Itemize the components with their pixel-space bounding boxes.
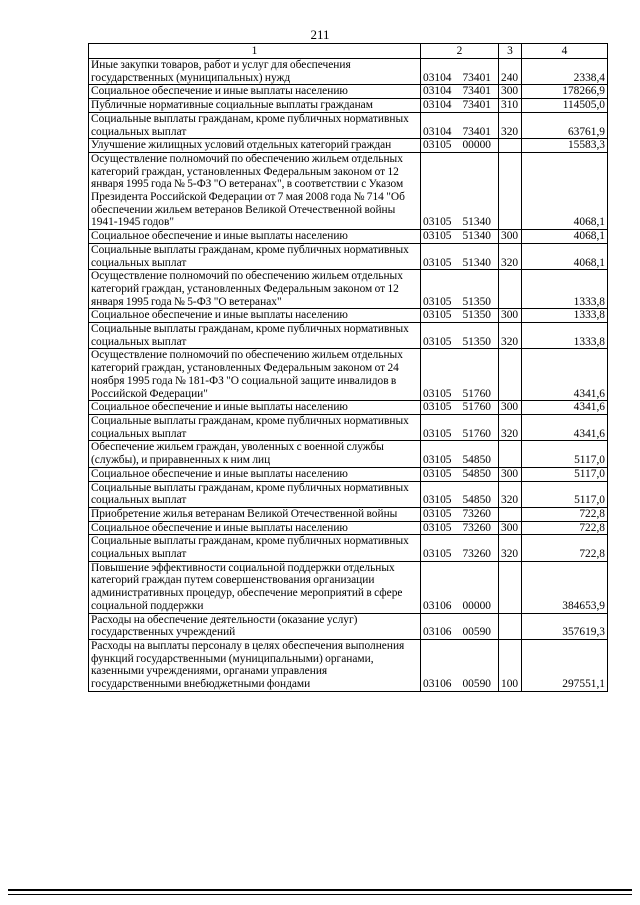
row-amount: 4341,6 <box>522 414 608 440</box>
footer-rule <box>8 889 632 891</box>
code-part-2: 73260 <box>462 507 491 520</box>
table-row <box>89 639 608 691</box>
row-code <box>421 152 499 229</box>
row-code <box>421 309 499 323</box>
table-row <box>89 467 608 481</box>
row-name: Социальные выплаты гражданам, кроме публичных нормативных социальных выплат <box>89 481 421 507</box>
row-code <box>421 481 499 507</box>
row-code <box>421 507 499 521</box>
code-part-2: 54850 <box>462 494 491 507</box>
row-name: Социальное обеспечение и иные выплаты населению <box>89 401 421 415</box>
row-code <box>421 270 499 309</box>
code-part-1: 03105 <box>423 467 452 480</box>
code-part-1: 03105 <box>423 309 452 322</box>
row-amount: 4068,1 <box>522 243 608 269</box>
table-row <box>89 99 608 113</box>
row-amount: 1333,8 <box>522 323 608 349</box>
row-code <box>421 561 499 613</box>
code-part-1: 03105 <box>423 139 452 152</box>
code-part-1: 03105 <box>423 454 452 467</box>
row-expense-type: 300 <box>499 521 522 535</box>
row-expense-type: 300 <box>499 85 522 99</box>
row-code <box>421 535 499 561</box>
row-expense-type <box>499 349 522 401</box>
row-expense-type <box>499 441 522 467</box>
code-part-2: 51340 <box>462 230 491 243</box>
row-amount: 2338,4 <box>522 59 608 85</box>
row-amount: 722,8 <box>522 507 608 521</box>
row-expense-type: 240 <box>499 59 522 85</box>
code-part-1: 03105 <box>423 401 452 414</box>
row-code <box>421 139 499 153</box>
row-name: Социальные выплаты гражданам, кроме публичных нормативных социальных выплат <box>89 414 421 440</box>
row-amount: 297551,1 <box>522 639 608 691</box>
table-row <box>89 152 608 229</box>
code-part-2: 54850 <box>462 467 491 480</box>
code-part-1: 03105 <box>423 427 452 440</box>
row-code <box>421 85 499 99</box>
row-amount: 4341,6 <box>522 401 608 415</box>
column-header-4: 4 <box>522 44 608 59</box>
row-amount: 4068,1 <box>522 230 608 244</box>
page-number: 211 <box>310 27 330 42</box>
row-expense-type: 300 <box>499 467 522 481</box>
code-part-2: 73260 <box>462 521 491 534</box>
code-part-2: 51760 <box>462 427 491 440</box>
row-amount: 63761,9 <box>522 112 608 138</box>
row-amount: 1333,8 <box>522 309 608 323</box>
code-part-1: 03105 <box>423 521 452 534</box>
table-row <box>89 112 608 138</box>
code-part-2: 51760 <box>462 387 491 400</box>
code-part-1: 03105 <box>423 548 452 561</box>
code-part-1: 03106 <box>423 599 452 612</box>
row-code <box>421 467 499 481</box>
code-part-1: 03104 <box>423 71 452 84</box>
row-code <box>421 99 499 113</box>
row-name: Социальное обеспечение и иные выплаты населению <box>89 230 421 244</box>
code-part-1: 03104 <box>423 85 452 98</box>
row-code <box>421 441 499 467</box>
row-name: Публичные нормативные социальные выплаты гражданам <box>89 99 421 113</box>
budget-table <box>88 43 608 692</box>
code-part-1: 03105 <box>423 507 452 520</box>
code-part-2: 00590 <box>462 678 491 691</box>
code-part-2: 51340 <box>462 216 491 229</box>
row-expense-type <box>499 561 522 613</box>
table-row <box>89 85 608 99</box>
table-row <box>89 535 608 561</box>
table-row <box>89 139 608 153</box>
row-code <box>421 521 499 535</box>
row-expense-type <box>499 613 522 639</box>
table-row <box>89 613 608 639</box>
code-part-2: 00000 <box>462 139 491 152</box>
table-row <box>89 561 608 613</box>
code-part-1: 03105 <box>423 387 452 400</box>
row-expense-type <box>499 139 522 153</box>
row-name: Социальные выплаты гражданам, кроме публичных нормативных социальных выплат <box>89 323 421 349</box>
row-name: Социальное обеспечение и иные выплаты населению <box>89 309 421 323</box>
code-part-2: 00590 <box>462 626 491 639</box>
code-part-1: 03105 <box>423 335 452 348</box>
row-name: Иные закупки товаров, работ и услуг для обеспечения государственных (муниципальных) нужд <box>89 59 421 85</box>
row-code <box>421 639 499 691</box>
table-row <box>89 309 608 323</box>
code-part-2: 73401 <box>462 85 491 98</box>
row-amount: 15583,3 <box>522 139 608 153</box>
table-row <box>89 401 608 415</box>
table-row <box>89 414 608 440</box>
code-part-1: 03104 <box>423 99 452 112</box>
footer-rule-thin <box>8 894 632 895</box>
row-expense-type <box>499 152 522 229</box>
budget-table-body <box>89 44 608 692</box>
row-code <box>421 112 499 138</box>
column-header-3: 3 <box>499 44 522 59</box>
row-name: Социальные выплаты гражданам, кроме публичных нормативных социальных выплат <box>89 243 421 269</box>
row-name: Повышение эффективности социальной поддержки отдельных категорий граждан путем совершенствования организации административных процедур, обеспечение мероприятий в сфере социальной поддержки <box>89 561 421 613</box>
table-row <box>89 507 608 521</box>
code-part-2: 51350 <box>462 309 491 322</box>
row-code <box>421 230 499 244</box>
row-code <box>421 59 499 85</box>
row-amount: 722,8 <box>522 535 608 561</box>
code-part-1: 03104 <box>423 125 452 138</box>
row-expense-type: 320 <box>499 414 522 440</box>
row-code <box>421 323 499 349</box>
row-name: Приобретение жилья ветеранам Великой Отечественной войны <box>89 507 421 521</box>
row-expense-type <box>499 507 522 521</box>
row-expense-type: 320 <box>499 535 522 561</box>
row-amount: 1333,8 <box>522 270 608 309</box>
code-part-2: 51350 <box>462 335 491 348</box>
row-code <box>421 414 499 440</box>
table-header-row <box>89 44 608 59</box>
row-code <box>421 401 499 415</box>
row-code <box>421 349 499 401</box>
table-row <box>89 441 608 467</box>
column-header-1: 1 <box>89 44 421 59</box>
code-part-1: 03105 <box>423 256 452 269</box>
row-expense-type: 320 <box>499 243 522 269</box>
table-row <box>89 59 608 85</box>
row-amount: 357619,3 <box>522 613 608 639</box>
row-name: Осуществление полномочий по обеспечению жильем отдельных категорий граждан, установленных Федеральным законом от 24 ноября 1995 года № 181-ФЗ "О социальной защите инвалидов в Российской Федерации" <box>89 349 421 401</box>
row-expense-type <box>499 270 522 309</box>
table-row <box>89 481 608 507</box>
row-name: Улучшение жилищных условий отдельных категорий граждан <box>89 139 421 153</box>
row-name: Социальное обеспечение и иные выплаты населению <box>89 85 421 99</box>
row-amount: 178266,9 <box>522 85 608 99</box>
row-code <box>421 243 499 269</box>
table-row <box>89 243 608 269</box>
row-amount: 4341,6 <box>522 349 608 401</box>
row-name: Социальное обеспечение и иные выплаты населению <box>89 521 421 535</box>
code-part-2: 54850 <box>462 454 491 467</box>
code-part-2: 73401 <box>462 71 491 84</box>
table-row <box>89 349 608 401</box>
code-part-1: 03105 <box>423 494 452 507</box>
row-name: Осуществление полномочий по обеспечению жильем отдельных категорий граждан, установленных Федеральным законом от 12 января 1995 года № 5-ФЗ "О ветеранах" <box>89 270 421 309</box>
row-expense-type: 300 <box>499 230 522 244</box>
code-part-2: 73401 <box>462 125 491 138</box>
table-row <box>89 230 608 244</box>
row-amount: 5117,0 <box>522 441 608 467</box>
column-header-2: 2 <box>421 44 499 59</box>
row-name: Социальное обеспечение и иные выплаты населению <box>89 467 421 481</box>
row-name: Социальные выплаты гражданам, кроме публичных нормативных социальных выплат <box>89 112 421 138</box>
row-name: Расходы на обеспечение деятельности (оказание услуг) государственных учреждений <box>89 613 421 639</box>
row-expense-type: 320 <box>499 481 522 507</box>
row-name: Расходы на выплаты персоналу в целях обеспечения выполнения функций государственными (муниципальными) органами, казенными учреждениями, органами управления государственными внебюджетными фондами <box>89 639 421 691</box>
row-expense-type: 310 <box>499 99 522 113</box>
code-part-1: 03105 <box>423 216 452 229</box>
row-amount: 5117,0 <box>522 481 608 507</box>
row-amount: 114505,0 <box>522 99 608 113</box>
table-row <box>89 323 608 349</box>
row-name: Осуществление полномочий по обеспечению жильем отдельных категорий граждан, установленных Федеральным законом от 12 января 1995 года № 5-ФЗ "О ветеранах", в соответствии с Указом Президента Российской Федерации от 7 мая 2008 года № 714 "Об обеспечении жильем ветеранов Великой Отечественной войны 1941-1945 годов" <box>89 152 421 229</box>
code-part-1: 03105 <box>423 295 452 308</box>
table-row <box>89 521 608 535</box>
row-amount: 4068,1 <box>522 152 608 229</box>
row-name: Обеспечение жильем граждан, уволенных с военной службы (службы), и приравненных к ним лиц <box>89 441 421 467</box>
code-part-2: 73260 <box>462 548 491 561</box>
code-part-1: 03106 <box>423 626 452 639</box>
code-part-2: 51340 <box>462 256 491 269</box>
code-part-2: 00000 <box>462 599 491 612</box>
row-expense-type: 300 <box>499 309 522 323</box>
row-amount: 722,8 <box>522 521 608 535</box>
code-part-2: 51760 <box>462 401 491 414</box>
row-expense-type: 300 <box>499 401 522 415</box>
code-part-2: 51350 <box>462 295 491 308</box>
table-row <box>89 270 608 309</box>
code-part-2: 73401 <box>462 99 491 112</box>
row-expense-type: 320 <box>499 323 522 349</box>
row-name: Социальные выплаты гражданам, кроме публичных нормативных социальных выплат <box>89 535 421 561</box>
row-amount: 384653,9 <box>522 561 608 613</box>
row-code <box>421 613 499 639</box>
code-part-1: 03106 <box>423 678 452 691</box>
row-expense-type: 320 <box>499 112 522 138</box>
row-amount: 5117,0 <box>522 467 608 481</box>
code-part-1: 03105 <box>423 230 452 243</box>
row-expense-type: 100 <box>499 639 522 691</box>
